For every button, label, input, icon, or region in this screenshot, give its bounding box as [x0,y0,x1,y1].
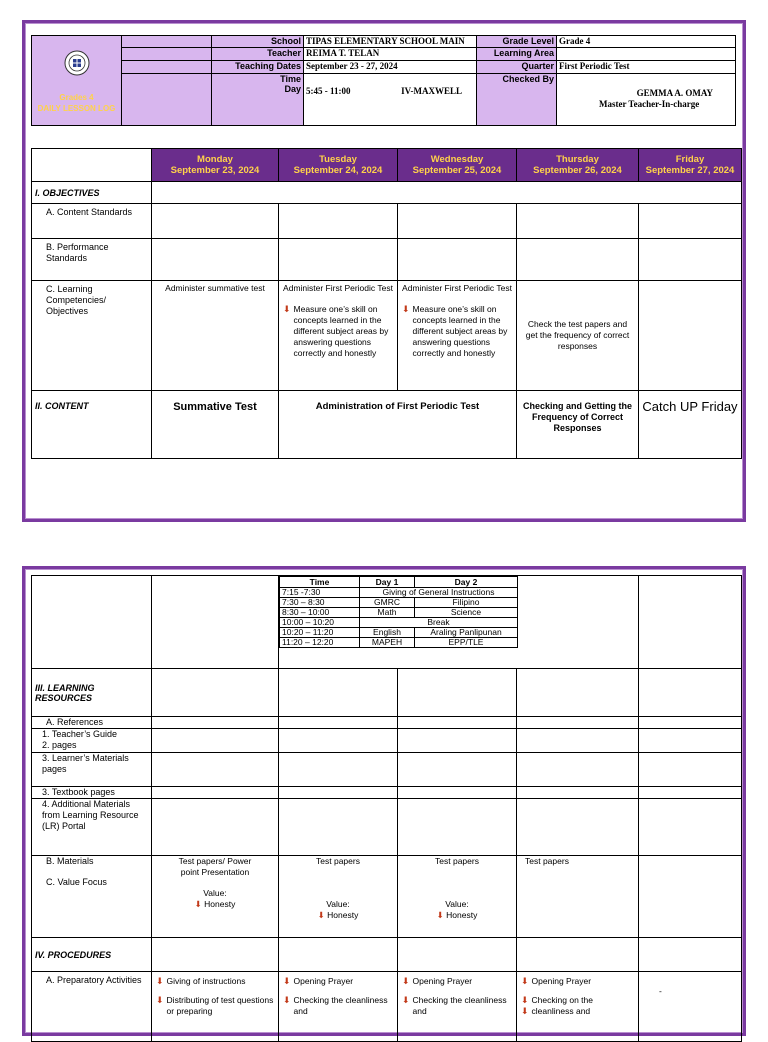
tuesday-procedures: ⬇ Opening Prayer ⬇ Checking the cleanliness and [279,972,398,1042]
bullet-arrow-icon: ⬇ [283,304,291,314]
friday-content: Catch UP Friday [639,391,742,459]
bullet-arrow-icon: ⬇ [156,995,164,1005]
monday-procedures: ⬇ Giving of instructions ⬇ Distributing of test questions or preparing [152,972,279,1042]
bullet-arrow-icon: ⬇ [283,976,291,986]
bullet-arrow-icon: ⬇ [521,1006,529,1016]
schedule-row: 7:15 -7:30 Giving of General Instructions [280,588,518,598]
learning-area-label: Learning Area [477,48,557,61]
thursday-materials: Test papers [517,856,639,938]
teachers-guide-label: 1. Teacher’s Guide 2. pages [32,729,152,753]
deped-seal-icon [64,50,90,76]
bullet-arrow-icon: ⬇ [317,910,325,920]
time-section-value [304,74,477,126]
day-header-monday: Monday September 23, 2024 [152,149,279,182]
content-standards-label: A. Content Standards [32,204,152,239]
tuesday-materials: Test papers Value: ⬇ Honesty [279,856,398,938]
schedule-row: 7:30 – 8:30 GMRC Filipino [280,598,518,608]
schedule-row: 11:20 – 12:20 MAPEH EPP/TLE [280,638,518,648]
section-value: IV-MAXWELL [401,86,462,96]
tue-wed-content: Administration of First Periodic Test [279,391,517,459]
learning-area-value [557,48,736,61]
checked-by-value [557,74,736,126]
teacher-value: REIMA T. TELAN [304,48,477,61]
learners-materials-label: 3. Learner’s Materials pages [32,753,152,787]
time-value: 5:45 - 11:00 [306,86,351,96]
schedule-row: 10:00 – 10:20 Break [280,618,518,628]
materials-value-focus-label: B. Materials C. Value Focus [32,856,152,938]
friday-procedures: - [639,972,742,1042]
day-header-friday: Friday September 27, 2024 [639,149,742,182]
checker-name: GEMMA A. OMAY [636,88,713,98]
day-header-thursday: Thursday September 26, 2024 [517,149,639,182]
header-table [31,35,736,126]
competencies-label: C. Learning Competencies/ Objectives [32,281,152,391]
checked-by-label: Checked By [477,74,557,126]
checker-title: Master Teacher-In-charge [599,99,700,109]
thursday-procedures: ⬇ Opening Prayer ⬇ Checking on the ⬇ cleanliness and [517,972,639,1042]
quarter-label: Quarter [477,61,557,74]
teaching-dates-value: September 23 - 27, 2024 [304,61,477,74]
day-header-wednesday: Wednesday September 25, 2024 [398,149,517,182]
schedule-row: 8:30 – 10:00 Math Science [280,608,518,618]
preparatory-activities-label: A. Preparatory Activities [32,972,152,1042]
dll-continued-table [31,575,742,1042]
bullet-arrow-icon: ⬇ [521,995,529,1005]
dll-page-1 [22,20,746,522]
wednesday-objective: Administer First Periodic Test ⬇ Measure one’s skill on concepts learned in the different subject areas by answering questions correctly and honestly [398,281,517,391]
teaching-dates-label: Teaching Dates [212,61,304,74]
wednesday-procedures: ⬇ Opening Prayer ⬇ Checking the cleanliness and [398,972,517,1042]
bullet-arrow-icon: ⬇ [521,976,529,986]
bullet-arrow-icon: ⬇ [402,995,410,1005]
wednesday-materials: Test papers Value: ⬇ Honesty [398,856,517,938]
grade-level-value: Grade 4 [557,36,736,48]
monday-materials: Test papers/ Power point Presentation Value: ⬇ Honesty [152,856,279,938]
additional-materials-label: 4. Additional Materials from Learning Resource (LR) Portal [32,799,152,856]
learning-resources-heading: III. LEARNING RESOURCES [32,669,152,717]
schedule-header-time: Time [280,577,360,588]
bullet-arrow-icon: ⬇ [283,995,291,1005]
grade-level-label: Grade Level [477,36,557,48]
performance-standards-label: B. Performance Standards [32,239,152,281]
bullet-arrow-icon: ⬇ [194,899,202,909]
thursday-content: Checking and Getting the Frequency of Correct Responses [517,391,639,459]
school-logo-cell [32,36,122,126]
content-heading: II. CONTENT [32,391,152,459]
schedule-header-day2: Day 2 [415,577,518,588]
schedule-header-day1: Day 1 [360,577,415,588]
objectives-heading: I. OBJECTIVES [32,182,152,204]
tuesday-objective: Administer First Periodic Test ⬇ Measure one’s skill on concepts learned in the different subject areas by answering questions correctly and honestly [279,281,398,391]
thursday-objective: Check the test papers and get the frequency of correct responses [517,281,639,391]
procedures-heading: IV. PROCEDURES [32,938,152,972]
school-value: TIPAS ELEMENTARY SCHOOL MAIN [304,36,477,48]
quarter-value: First Periodic Test [557,61,736,74]
references-label: A. References [32,717,152,729]
day-header-tuesday: Tuesday September 24, 2024 [279,149,398,182]
exam-schedule-table [279,576,518,648]
school-label: School [212,36,304,48]
time-day-label [212,74,304,126]
dll-page-2 [22,566,746,1036]
teacher-label: Teacher [212,48,304,61]
bullet-arrow-icon: ⬇ [402,976,410,986]
textbook-pages-label: 3. Textbook pages [32,787,152,799]
schedule-row: 10:20 – 11:20 English Araling Panlipunan [280,628,518,638]
dll-main-table [31,148,742,459]
bullet-arrow-icon: ⬇ [402,304,410,314]
day-label: Day [284,84,301,94]
dll-label: DAILY LESSON LOG [37,104,116,113]
monday-objective: Administer summative test [152,281,279,391]
grades-label: Grades 4 [59,93,94,102]
monday-content: Summative Test [152,391,279,459]
bullet-arrow-icon: ⬇ [436,910,444,920]
bullet-arrow-icon: ⬇ [156,976,164,986]
time-label: Time [280,74,301,84]
